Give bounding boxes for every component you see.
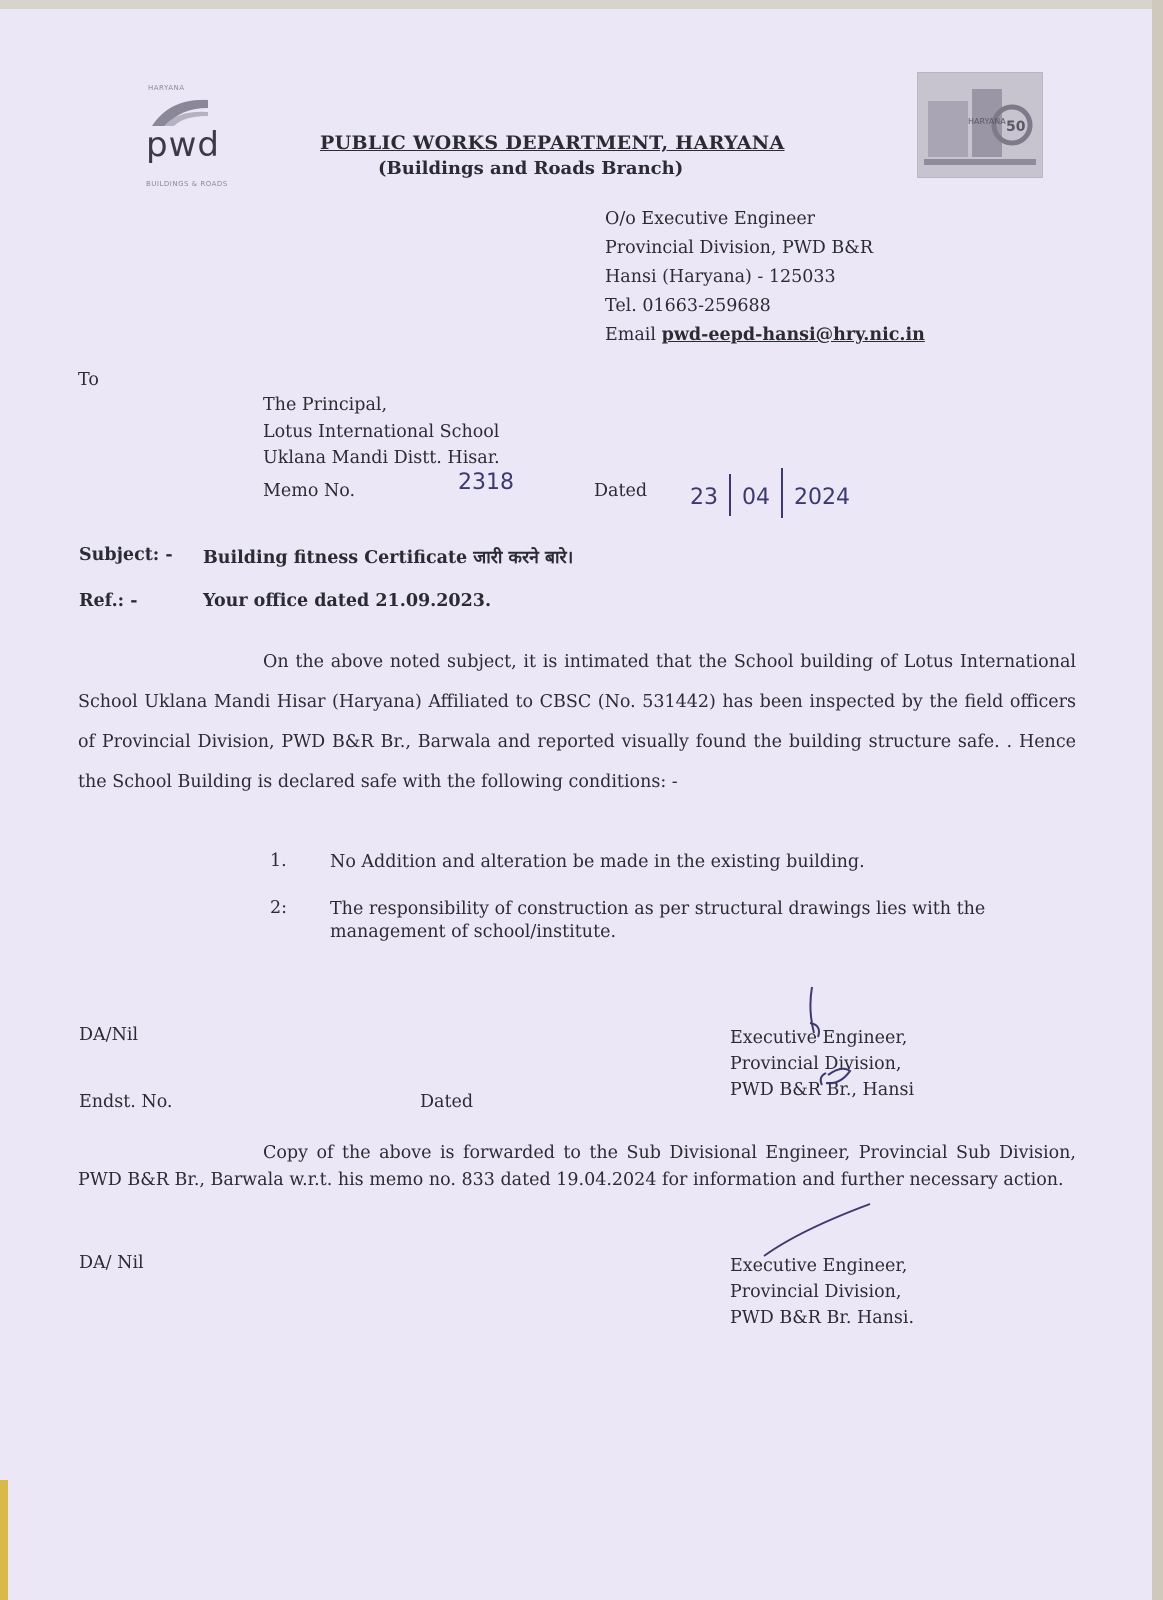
address-line-1: O/o Executive Engineer: [605, 209, 816, 229]
condition-text: The responsibility of construction as per structural drawings lies with the management of school/institute.: [330, 899, 986, 942]
address-line-2: Provincial Division, PWD B&R: [605, 238, 874, 258]
emblem-number: 50: [1006, 119, 1026, 135]
pwd-logo-road-icon: [150, 94, 210, 128]
pwd-logo-bottom-text: BUILDINGS & ROADS: [146, 180, 228, 188]
sender-address: [605, 205, 925, 350]
condition-number: 2:: [270, 898, 288, 918]
date-year: 2024: [794, 485, 850, 510]
recipient-block: [263, 392, 500, 472]
enclosure-note: DA/ Nil: [79, 1253, 144, 1273]
memo-number-handwritten: 2318: [458, 470, 514, 495]
scan-edge-top: [0, 0, 1163, 9]
subject-text: Building fitness Certificate जारी करने बारे।: [203, 548, 574, 568]
ref-text: Your office dated 21.09.2023.: [203, 591, 492, 611]
enclosure-note: DA/Nil: [79, 1025, 139, 1045]
signature-mark: [760, 1200, 880, 1260]
scan-edge-left: [0, 1480, 8, 1600]
endorsement-no-label: Endst. No.: [79, 1092, 173, 1112]
condition-number: 1.: [270, 851, 287, 871]
date-divider: [781, 468, 783, 518]
address-email-row: [605, 321, 925, 350]
recipient-line-3: Uklana Mandi Distt. Hisar.: [263, 448, 500, 468]
signature-block: [730, 1253, 914, 1331]
address-line-3: Hansi (Haryana) - 125033: [605, 267, 836, 287]
emblem-text: HARYANA: [968, 117, 1006, 126]
address-phone: Tel. 01663-259688: [605, 296, 771, 316]
signatory-designation: Executive Engineer,: [730, 1256, 908, 1276]
copy-paragraph: Copy of the above is forwarded to the Sub Divisional Engineer, Provincial Sub Division, PWD B&R Br., Barwala w.r.t. his memo no. 833 dated 19.04.2024 for information and further necessary action.: [78, 1143, 1076, 1190]
pwd-logo-word: pwd: [146, 125, 220, 165]
scan-edge-right: [1152, 0, 1163, 1600]
signatory-office: PWD B&R Br., Hansi: [730, 1080, 915, 1100]
pwd-logo-top-text: HARYANA: [148, 84, 185, 92]
email-label: Email: [605, 325, 656, 345]
date-divider: [729, 474, 731, 516]
memo-dated-label: Dated: [594, 481, 648, 501]
condition-text: No Addition and alteration be made in the existing building.: [330, 852, 865, 872]
body-paragraph: On the above noted subject, it is intimated that the School building of Lotus International School Uklana Mandi Hisar (Haryana) Affiliated to CBSC (No. 531442) has been inspected by the field officers of Provincial Division, PWD B&R Br., Barwala and reported visually found the building structure safe. . Hence the School Building is declared safe with the following conditions: -: [78, 652, 1076, 792]
ref-label: Ref.: -: [79, 591, 138, 611]
email-address: pwd-eepd-hansi@hry.nic.in: [661, 325, 925, 345]
endorsement-dated-label: Dated: [420, 1092, 474, 1112]
pwd-logo: [140, 82, 252, 194]
department-title: PUBLIC WORKS DEPARTMENT, HARYANA: [320, 132, 785, 154]
date-day: 23: [690, 485, 718, 510]
to-label: To: [78, 370, 99, 390]
memo-label: Memo No.: [263, 481, 356, 501]
haryana-50-emblem: [917, 72, 1043, 178]
signatory-division: Provincial Division,: [730, 1054, 902, 1074]
branch-subtitle: (Buildings and Roads Branch): [378, 158, 684, 179]
memo-date-handwritten: [690, 468, 850, 518]
recipient-line-2: Lotus International School: [263, 421, 500, 442]
signatory-office: PWD B&R Br. Hansi.: [730, 1308, 915, 1328]
recipient-line-1: The Principal,: [263, 395, 388, 415]
signature-mark: [800, 985, 880, 1095]
signatory-division: Provincial Division,: [730, 1282, 902, 1302]
signatory-designation: Executive Engineer,: [730, 1028, 908, 1048]
date-month: 04: [742, 485, 770, 510]
subject-label: Subject: -: [79, 545, 173, 565]
